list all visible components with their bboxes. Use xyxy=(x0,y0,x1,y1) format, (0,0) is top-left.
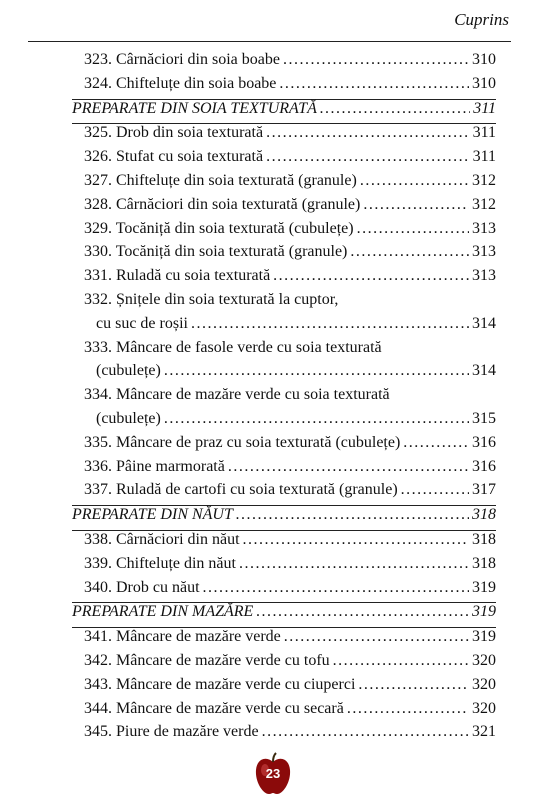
entry-page-number: 317 xyxy=(472,481,496,499)
leader-dots xyxy=(262,723,469,741)
leader-dots xyxy=(266,124,470,142)
toc-entry xyxy=(72,628,496,652)
entry-title: 325. Drob din soia texturată xyxy=(84,124,264,142)
page-number: 23 xyxy=(265,766,281,781)
toc-entry xyxy=(72,700,496,724)
entry-page-number: 315 xyxy=(472,409,496,427)
entry-title: 341. Mâncare de mazăre verde xyxy=(84,628,281,646)
entry-title: 345. Piure de mazăre verde xyxy=(84,723,259,741)
entry-page-number: 318 xyxy=(472,554,496,572)
leader-dots xyxy=(256,603,469,621)
entry-page-number: 318 xyxy=(472,506,496,524)
toc-entry xyxy=(72,481,496,506)
toc-entry xyxy=(72,579,496,604)
leader-dots xyxy=(279,75,469,93)
toc-section-heading xyxy=(72,100,496,125)
toc-entry xyxy=(72,555,496,579)
toc-entry xyxy=(72,652,496,676)
leader-dots xyxy=(228,458,469,476)
entry-title: 333. Mâncare de fasole verde cu soia texturată xyxy=(84,338,382,356)
entry-title: 323. Cârnăciori din soia boabe xyxy=(84,51,280,68)
entry-page-number: 320 xyxy=(472,651,496,669)
toc-entry xyxy=(72,124,496,148)
leader-dots xyxy=(236,506,469,524)
entry-page-number: 319 xyxy=(472,628,496,646)
entry-page-number: 311 xyxy=(473,99,496,117)
entry-title: 335. Mâncare de praz cu soia texturată (cubulețe) xyxy=(84,433,401,451)
toc-entry xyxy=(72,291,496,315)
entry-page-number: 313 xyxy=(472,267,496,285)
entry-title: cu suc de roșii xyxy=(96,314,188,332)
toc-entry xyxy=(72,458,496,482)
toc-entry xyxy=(72,243,496,267)
entry-title: 328. Cârnăciori din soia texturată (granule) xyxy=(84,195,361,213)
entry-page-number: 316 xyxy=(472,433,496,451)
leader-dots xyxy=(320,100,470,118)
entry-page-number: 314 xyxy=(472,314,496,332)
toc-entry-continuation xyxy=(72,410,496,434)
leader-dots xyxy=(283,51,469,69)
entry-page-number: 313 xyxy=(472,219,496,237)
toc-entry xyxy=(72,676,496,700)
toc-entry xyxy=(72,148,496,172)
entry-title: 339. Chifteluțe din năut xyxy=(84,554,236,572)
leader-dots xyxy=(243,531,469,549)
entry-page-number: 318 xyxy=(472,530,496,548)
entry-title: 324. Chifteluțe din soia boabe xyxy=(84,74,277,92)
entry-title: 338. Cârnăciori din năut xyxy=(84,530,240,548)
leader-dots xyxy=(203,579,469,597)
toc-entry xyxy=(72,75,496,100)
entry-title: 334. Mâncare de mazăre verde cu soia texturată xyxy=(84,386,390,404)
header-rule xyxy=(28,41,511,42)
toc-entry xyxy=(72,220,496,244)
leader-dots xyxy=(350,243,469,261)
leader-dots xyxy=(363,196,469,214)
leader-dots xyxy=(360,172,469,190)
entry-title: 330. Tocăniță din soia texturată (granule) xyxy=(84,243,348,261)
entry-page-number: 314 xyxy=(472,362,496,380)
leader-dots xyxy=(164,362,469,380)
leader-dots xyxy=(284,628,469,646)
leader-dots xyxy=(333,652,469,670)
leader-dots xyxy=(358,676,469,694)
leader-dots xyxy=(347,700,469,718)
entry-page-number: 316 xyxy=(472,457,496,475)
entry-title: 344. Mâncare de mazăre verde cu secară xyxy=(84,699,344,717)
entry-page-number: 313 xyxy=(472,243,496,261)
entry-title: (cubulețe) xyxy=(96,409,161,427)
section-title: PREPARATE DIN NĂUT xyxy=(72,506,233,524)
entry-title: 336. Pâine marmorată xyxy=(84,457,225,475)
toc-entry xyxy=(72,51,496,75)
entry-page-number: 320 xyxy=(472,699,496,717)
leader-dots xyxy=(239,555,469,573)
toc-entry xyxy=(72,339,496,363)
entry-title: (cubulețe) xyxy=(96,362,161,380)
leader-dots xyxy=(266,148,470,166)
leader-dots xyxy=(357,220,469,238)
toc-entry xyxy=(72,172,496,196)
toc-entry xyxy=(72,531,496,555)
entry-page-number: 319 xyxy=(472,603,496,621)
toc-entry-continuation xyxy=(72,362,496,386)
entry-page-number: 310 xyxy=(472,74,496,92)
leader-dots xyxy=(191,315,469,333)
toc-section-heading xyxy=(72,603,496,628)
toc-entry-continuation xyxy=(72,315,496,339)
entry-title: 326. Stufat cu soia texturată xyxy=(84,148,264,166)
entry-title: 337. Ruladă de cartofi cu soia texturată (granule) xyxy=(84,481,398,499)
toc-entry xyxy=(72,434,496,458)
entry-title: 332. Șnițele din soia texturată la cuptor, xyxy=(84,290,339,308)
entry-title: 343. Mâncare de mazăre verde cu ciuperci xyxy=(84,675,356,693)
toc-entry xyxy=(72,196,496,220)
leader-dots xyxy=(403,434,469,452)
entry-page-number: 310 xyxy=(472,51,496,68)
section-title: PREPARATE DIN SOIA TEXTURATĂ xyxy=(72,99,317,117)
entry-page-number: 321 xyxy=(472,723,496,741)
entry-title: 329. Tocăniță din soia texturată (cubulețe) xyxy=(84,219,354,237)
table-of-contents xyxy=(72,51,496,747)
toc-entry xyxy=(72,267,496,291)
entry-title: 327. Chifteluțe din soia texturată (granule) xyxy=(84,171,357,189)
leader-dots xyxy=(401,481,469,499)
toc-entry xyxy=(72,386,496,410)
toc-entry xyxy=(72,723,496,747)
entry-title: 340. Drob cu năut xyxy=(84,578,200,596)
entry-page-number: 319 xyxy=(472,578,496,596)
entry-page-number: 311 xyxy=(472,148,496,166)
leader-dots xyxy=(273,267,469,285)
entry-title: 331. Ruladă cu soia texturată xyxy=(84,267,271,285)
section-title: PREPARATE DIN MAZĂRE xyxy=(72,603,254,621)
toc-section-heading xyxy=(72,506,496,531)
entry-page-number: 312 xyxy=(472,171,496,189)
entry-page-number: 311 xyxy=(472,124,496,142)
page-header-title: Cuprins xyxy=(454,10,509,29)
entry-page-number: 320 xyxy=(472,675,496,693)
leader-dots xyxy=(164,410,469,428)
entry-page-number: 312 xyxy=(472,195,496,213)
entry-title: 342. Mâncare de mazăre verde cu tofu xyxy=(84,651,330,669)
